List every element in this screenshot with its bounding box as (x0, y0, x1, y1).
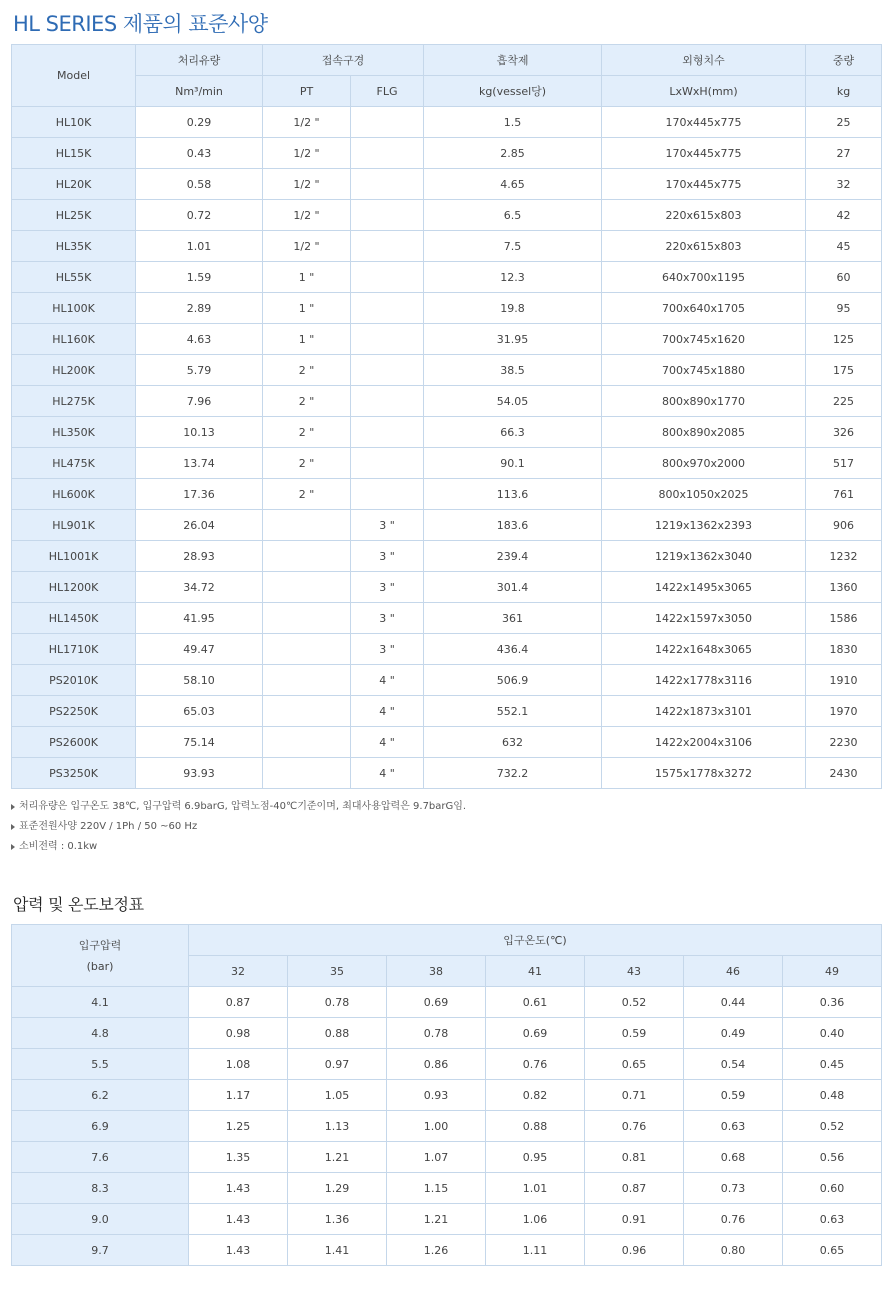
header-model: Model (12, 45, 136, 107)
temperature-header: 35 (288, 956, 387, 987)
adsorbent-cell: 732.2 (424, 758, 602, 789)
model-cell: HL160K (12, 324, 136, 355)
pressure-cell: 5.5 (12, 1049, 189, 1080)
dimensions-cell: 800x970x2000 (602, 448, 806, 479)
factor-cell: 1.43 (189, 1173, 288, 1204)
dimensions-cell: 170x445x775 (602, 107, 806, 138)
factor-cell: 0.45 (783, 1049, 882, 1080)
factor-cell: 1.26 (387, 1235, 486, 1266)
pressure-cell: 9.0 (12, 1204, 189, 1235)
note-item (11, 817, 466, 837)
table-row (12, 355, 882, 386)
table-row (12, 572, 882, 603)
table-row (12, 1204, 882, 1235)
pt-cell (263, 603, 351, 634)
adsorbent-cell: 552.1 (424, 696, 602, 727)
flg-cell: 3 " (351, 541, 424, 572)
pt-cell: 1/2 " (263, 169, 351, 200)
factor-cell: 0.59 (585, 1018, 684, 1049)
factor-cell: 0.97 (288, 1049, 387, 1080)
adsorbent-cell: 1.5 (424, 107, 602, 138)
header-connection: 접속구경 (263, 45, 424, 76)
table-row (12, 1142, 882, 1173)
flow-cell: 1.59 (136, 262, 263, 293)
factor-cell: 0.87 (585, 1173, 684, 1204)
table-row (12, 727, 882, 758)
factor-cell: 1.35 (189, 1142, 288, 1173)
factor-cell: 0.73 (684, 1173, 783, 1204)
flg-cell (351, 417, 424, 448)
pt-cell: 2 " (263, 448, 351, 479)
weight-cell: 1360 (806, 572, 882, 603)
flg-cell (351, 324, 424, 355)
table-row (12, 1018, 882, 1049)
model-cell: HL200K (12, 355, 136, 386)
note-item (11, 797, 466, 817)
table-row (12, 138, 882, 169)
pressure-cell: 4.8 (12, 1018, 189, 1049)
unit-adsorbent: kg(vessel당) (424, 76, 602, 107)
factor-cell: 0.61 (486, 987, 585, 1018)
factor-cell: 0.54 (684, 1049, 783, 1080)
factor-cell: 0.96 (585, 1235, 684, 1266)
header-weight: 중량 (806, 45, 882, 76)
factor-cell: 0.88 (486, 1111, 585, 1142)
weight-cell: 2430 (806, 758, 882, 789)
dimensions-cell: 1422x1778x3116 (602, 665, 806, 696)
table-row (12, 324, 882, 355)
factor-cell: 1.41 (288, 1235, 387, 1266)
flow-cell: 7.96 (136, 386, 263, 417)
weight-cell: 1586 (806, 603, 882, 634)
model-cell: HL275K (12, 386, 136, 417)
table-row (12, 541, 882, 572)
correction-title: 압력 및 온도보정표 (13, 895, 144, 914)
flg-cell: 4 " (351, 665, 424, 696)
header-inlet-pressure (12, 925, 189, 987)
adsorbent-cell: 361 (424, 603, 602, 634)
factor-cell: 0.49 (684, 1018, 783, 1049)
adsorbent-cell: 301.4 (424, 572, 602, 603)
pt-cell (263, 541, 351, 572)
table-row (12, 603, 882, 634)
factor-cell: 0.76 (585, 1111, 684, 1142)
pressure-cell: 9.7 (12, 1235, 189, 1266)
flg-cell: 3 " (351, 603, 424, 634)
factor-cell: 0.36 (783, 987, 882, 1018)
model-cell: HL55K (12, 262, 136, 293)
factor-cell: 1.21 (288, 1142, 387, 1173)
weight-cell: 32 (806, 169, 882, 200)
model-cell: HL475K (12, 448, 136, 479)
weight-cell: 1232 (806, 541, 882, 572)
flow-cell: 4.63 (136, 324, 263, 355)
table-row (12, 1173, 882, 1204)
weight-cell: 326 (806, 417, 882, 448)
header-flow: 처리유량 (136, 45, 263, 76)
table-row (12, 169, 882, 200)
table-row (12, 1049, 882, 1080)
adsorbent-cell: 632 (424, 727, 602, 758)
factor-cell: 1.13 (288, 1111, 387, 1142)
factor-cell: 0.65 (585, 1049, 684, 1080)
model-cell: HL35K (12, 231, 136, 262)
table-row (12, 696, 882, 727)
pressure-unit: (bar) (86, 959, 114, 973)
factor-cell: 1.43 (189, 1204, 288, 1235)
weight-cell: 906 (806, 510, 882, 541)
factor-cell: 1.25 (189, 1111, 288, 1142)
weight-cell: 1830 (806, 634, 882, 665)
factor-cell: 0.76 (486, 1049, 585, 1080)
weight-cell: 95 (806, 293, 882, 324)
factor-cell: 1.15 (387, 1173, 486, 1204)
model-cell: HL1450K (12, 603, 136, 634)
dimensions-cell: 800x1050x2025 (602, 479, 806, 510)
table-row (12, 1111, 882, 1142)
pt-cell (263, 758, 351, 789)
flow-cell: 65.03 (136, 696, 263, 727)
pt-cell: 1/2 " (263, 200, 351, 231)
factor-cell: 0.65 (783, 1235, 882, 1266)
flow-cell: 5.79 (136, 355, 263, 386)
weight-cell: 175 (806, 355, 882, 386)
correction-table (11, 924, 882, 1266)
table-row (12, 417, 882, 448)
flg-cell: 4 " (351, 696, 424, 727)
adsorbent-cell: 54.05 (424, 386, 602, 417)
table-row (12, 293, 882, 324)
note-item (11, 837, 466, 857)
temperature-header: 49 (783, 956, 882, 987)
model-cell: PS2010K (12, 665, 136, 696)
factor-cell: 0.81 (585, 1142, 684, 1173)
table-row (12, 987, 882, 1018)
pressure-cell: 7.6 (12, 1142, 189, 1173)
factor-cell: 0.63 (684, 1111, 783, 1142)
table-row (12, 479, 882, 510)
model-cell: PS2600K (12, 727, 136, 758)
adsorbent-cell: 12.3 (424, 262, 602, 293)
factor-cell: 0.88 (288, 1018, 387, 1049)
adsorbent-cell: 183.6 (424, 510, 602, 541)
note-text: 소비전력 : 0.1kw (19, 841, 98, 852)
flow-cell: 93.93 (136, 758, 263, 789)
adsorbent-cell: 239.4 (424, 541, 602, 572)
flow-cell: 0.58 (136, 169, 263, 200)
spec-table (11, 44, 882, 789)
factor-cell: 0.68 (684, 1142, 783, 1173)
spec-table-body (12, 107, 882, 789)
factor-cell: 0.59 (684, 1080, 783, 1111)
adsorbent-cell: 4.65 (424, 169, 602, 200)
flow-cell: 10.13 (136, 417, 263, 448)
note-text: 표준전원사양 220V / 1Ph / 50 ~60 Hz (19, 821, 198, 832)
weight-cell: 1970 (806, 696, 882, 727)
flow-cell: 13.74 (136, 448, 263, 479)
triangle-bullet-icon (11, 844, 15, 850)
factor-cell: 1.29 (288, 1173, 387, 1204)
pt-cell: 2 " (263, 479, 351, 510)
table-row (12, 386, 882, 417)
factor-cell: 0.87 (189, 987, 288, 1018)
pressure-cell: 6.2 (12, 1080, 189, 1111)
factor-cell: 0.40 (783, 1018, 882, 1049)
table-row (12, 1080, 882, 1111)
table-row (12, 510, 882, 541)
pressure-cell: 8.3 (12, 1173, 189, 1204)
factor-cell: 1.08 (189, 1049, 288, 1080)
factor-cell: 1.21 (387, 1204, 486, 1235)
dimensions-cell: 1422x1597x3050 (602, 603, 806, 634)
flow-cell: 34.72 (136, 572, 263, 603)
temperature-header: 41 (486, 956, 585, 987)
pt-cell (263, 634, 351, 665)
factor-cell: 0.63 (783, 1204, 882, 1235)
unit-flow: Nm³/min (136, 76, 263, 107)
flow-cell: 2.89 (136, 293, 263, 324)
weight-cell: 225 (806, 386, 882, 417)
model-cell: HL20K (12, 169, 136, 200)
table-row (12, 107, 882, 138)
pressure-label: 입구압력 (78, 938, 122, 952)
adsorbent-cell: 38.5 (424, 355, 602, 386)
flg-cell (351, 355, 424, 386)
weight-cell: 60 (806, 262, 882, 293)
model-cell: HL15K (12, 138, 136, 169)
pt-cell: 2 " (263, 355, 351, 386)
flow-cell: 0.72 (136, 200, 263, 231)
dimensions-cell: 700x745x1620 (602, 324, 806, 355)
flow-cell: 49.47 (136, 634, 263, 665)
flg-cell (351, 293, 424, 324)
dimensions-cell: 1575x1778x3272 (602, 758, 806, 789)
flow-cell: 0.43 (136, 138, 263, 169)
flow-cell: 58.10 (136, 665, 263, 696)
unit-weight: kg (806, 76, 882, 107)
factor-cell: 1.17 (189, 1080, 288, 1111)
pt-cell: 1 " (263, 262, 351, 293)
factor-cell: 1.11 (486, 1235, 585, 1266)
flg-cell: 4 " (351, 758, 424, 789)
factor-cell: 0.76 (684, 1204, 783, 1235)
model-cell: HL1200K (12, 572, 136, 603)
pt-cell: 1/2 " (263, 231, 351, 262)
spec-title: HL SERIES 제품의 표준사양 (13, 12, 268, 36)
adsorbent-cell: 19.8 (424, 293, 602, 324)
flg-cell (351, 262, 424, 293)
pt-cell: 2 " (263, 386, 351, 417)
temperature-header: 43 (585, 956, 684, 987)
weight-cell: 761 (806, 479, 882, 510)
weight-cell: 125 (806, 324, 882, 355)
dimensions-cell: 700x640x1705 (602, 293, 806, 324)
pt-cell: 1 " (263, 293, 351, 324)
flg-cell: 3 " (351, 634, 424, 665)
model-cell: PS3250K (12, 758, 136, 789)
header-inlet-temperature: 입구온도(℃) (189, 925, 882, 956)
flow-cell: 41.95 (136, 603, 263, 634)
triangle-bullet-icon (11, 804, 15, 810)
notes (11, 797, 466, 857)
factor-cell: 0.86 (387, 1049, 486, 1080)
table-row (12, 1235, 882, 1266)
flg-cell (351, 169, 424, 200)
adsorbent-cell: 6.5 (424, 200, 602, 231)
weight-cell: 42 (806, 200, 882, 231)
factor-cell: 0.69 (486, 1018, 585, 1049)
flow-cell: 26.04 (136, 510, 263, 541)
flg-cell (351, 107, 424, 138)
flg-cell: 4 " (351, 727, 424, 758)
model-cell: HL350K (12, 417, 136, 448)
factor-cell: 0.78 (387, 1018, 486, 1049)
flg-cell: 3 " (351, 572, 424, 603)
table-row (12, 448, 882, 479)
factor-cell: 0.82 (486, 1080, 585, 1111)
table-row (12, 231, 882, 262)
flg-cell: 3 " (351, 510, 424, 541)
flg-cell (351, 200, 424, 231)
dimensions-cell: 1422x2004x3106 (602, 727, 806, 758)
dimensions-cell: 170x445x775 (602, 138, 806, 169)
temperature-header: 46 (684, 956, 783, 987)
factor-cell: 0.56 (783, 1142, 882, 1173)
adsorbent-cell: 31.95 (424, 324, 602, 355)
flow-cell: 1.01 (136, 231, 263, 262)
pt-cell (263, 727, 351, 758)
adsorbent-cell: 436.4 (424, 634, 602, 665)
dimensions-cell: 1422x1873x3101 (602, 696, 806, 727)
adsorbent-cell: 66.3 (424, 417, 602, 448)
model-cell: HL1710K (12, 634, 136, 665)
model-cell: HL901K (12, 510, 136, 541)
note-text: 처리유량은 입구온도 38℃, 입구압력 6.9barG, 압력노점-40℃기준이며, 최대사용압력은 9.7barG임. (19, 801, 467, 812)
adsorbent-cell: 113.6 (424, 479, 602, 510)
factor-cell: 0.71 (585, 1080, 684, 1111)
adsorbent-cell: 7.5 (424, 231, 602, 262)
weight-cell: 2230 (806, 727, 882, 758)
dimensions-cell: 1219x1362x3040 (602, 541, 806, 572)
header-adsorbent: 흡착제 (424, 45, 602, 76)
factor-cell: 0.44 (684, 987, 783, 1018)
factor-cell: 0.95 (486, 1142, 585, 1173)
dimensions-cell: 1219x1362x2393 (602, 510, 806, 541)
weight-cell: 27 (806, 138, 882, 169)
flg-cell (351, 479, 424, 510)
factor-cell: 0.52 (585, 987, 684, 1018)
adsorbent-cell: 506.9 (424, 665, 602, 696)
dimensions-cell: 800x890x2085 (602, 417, 806, 448)
flg-cell (351, 138, 424, 169)
unit-dimensions: LxWxH(mm) (602, 76, 806, 107)
correction-table-body (12, 987, 882, 1266)
temperature-header: 32 (189, 956, 288, 987)
unit-pt: PT (263, 76, 351, 107)
dimensions-cell: 170x445x775 (602, 169, 806, 200)
weight-cell: 517 (806, 448, 882, 479)
model-cell: HL100K (12, 293, 136, 324)
weight-cell: 45 (806, 231, 882, 262)
dimensions-cell: 800x890x1770 (602, 386, 806, 417)
model-cell: HL10K (12, 107, 136, 138)
factor-cell: 1.43 (189, 1235, 288, 1266)
pt-cell: 2 " (263, 417, 351, 448)
factor-cell: 0.78 (288, 987, 387, 1018)
pressure-cell: 4.1 (12, 987, 189, 1018)
header-dimensions: 외형치수 (602, 45, 806, 76)
factor-cell: 1.07 (387, 1142, 486, 1173)
table-row (12, 634, 882, 665)
weight-cell: 1910 (806, 665, 882, 696)
flg-cell (351, 448, 424, 479)
factor-cell: 1.06 (486, 1204, 585, 1235)
table-row (12, 665, 882, 696)
dimensions-cell: 220x615x803 (602, 200, 806, 231)
factor-cell: 0.52 (783, 1111, 882, 1142)
dimensions-cell: 1422x1495x3065 (602, 572, 806, 603)
flow-cell: 0.29 (136, 107, 263, 138)
adsorbent-cell: 2.85 (424, 138, 602, 169)
pressure-cell: 6.9 (12, 1111, 189, 1142)
factor-cell: 1.01 (486, 1173, 585, 1204)
flg-cell (351, 231, 424, 262)
factor-cell: 1.05 (288, 1080, 387, 1111)
pt-cell (263, 510, 351, 541)
model-cell: HL25K (12, 200, 136, 231)
factor-cell: 0.93 (387, 1080, 486, 1111)
table-row (12, 200, 882, 231)
table-row (12, 758, 882, 789)
adsorbent-cell: 90.1 (424, 448, 602, 479)
table-row (12, 262, 882, 293)
dimensions-cell: 700x745x1880 (602, 355, 806, 386)
pt-cell: 1/2 " (263, 138, 351, 169)
temperature-header: 38 (387, 956, 486, 987)
dimensions-cell: 220x615x803 (602, 231, 806, 262)
factor-cell: 1.00 (387, 1111, 486, 1142)
model-cell: HL600K (12, 479, 136, 510)
unit-flg: FLG (351, 76, 424, 107)
pt-cell: 1/2 " (263, 107, 351, 138)
dimensions-cell: 1422x1648x3065 (602, 634, 806, 665)
factor-cell: 0.60 (783, 1173, 882, 1204)
flow-cell: 28.93 (136, 541, 263, 572)
factor-cell: 0.98 (189, 1018, 288, 1049)
factor-cell: 0.48 (783, 1080, 882, 1111)
weight-cell: 25 (806, 107, 882, 138)
pt-cell: 1 " (263, 324, 351, 355)
dimensions-cell: 640x700x1195 (602, 262, 806, 293)
pt-cell (263, 696, 351, 727)
model-cell: HL1001K (12, 541, 136, 572)
pt-cell (263, 665, 351, 696)
flg-cell (351, 386, 424, 417)
triangle-bullet-icon (11, 824, 15, 830)
pt-cell (263, 572, 351, 603)
flow-cell: 17.36 (136, 479, 263, 510)
factor-cell: 1.36 (288, 1204, 387, 1235)
model-cell: PS2250K (12, 696, 136, 727)
factor-cell: 0.91 (585, 1204, 684, 1235)
factor-cell: 0.80 (684, 1235, 783, 1266)
flow-cell: 75.14 (136, 727, 263, 758)
factor-cell: 0.69 (387, 987, 486, 1018)
